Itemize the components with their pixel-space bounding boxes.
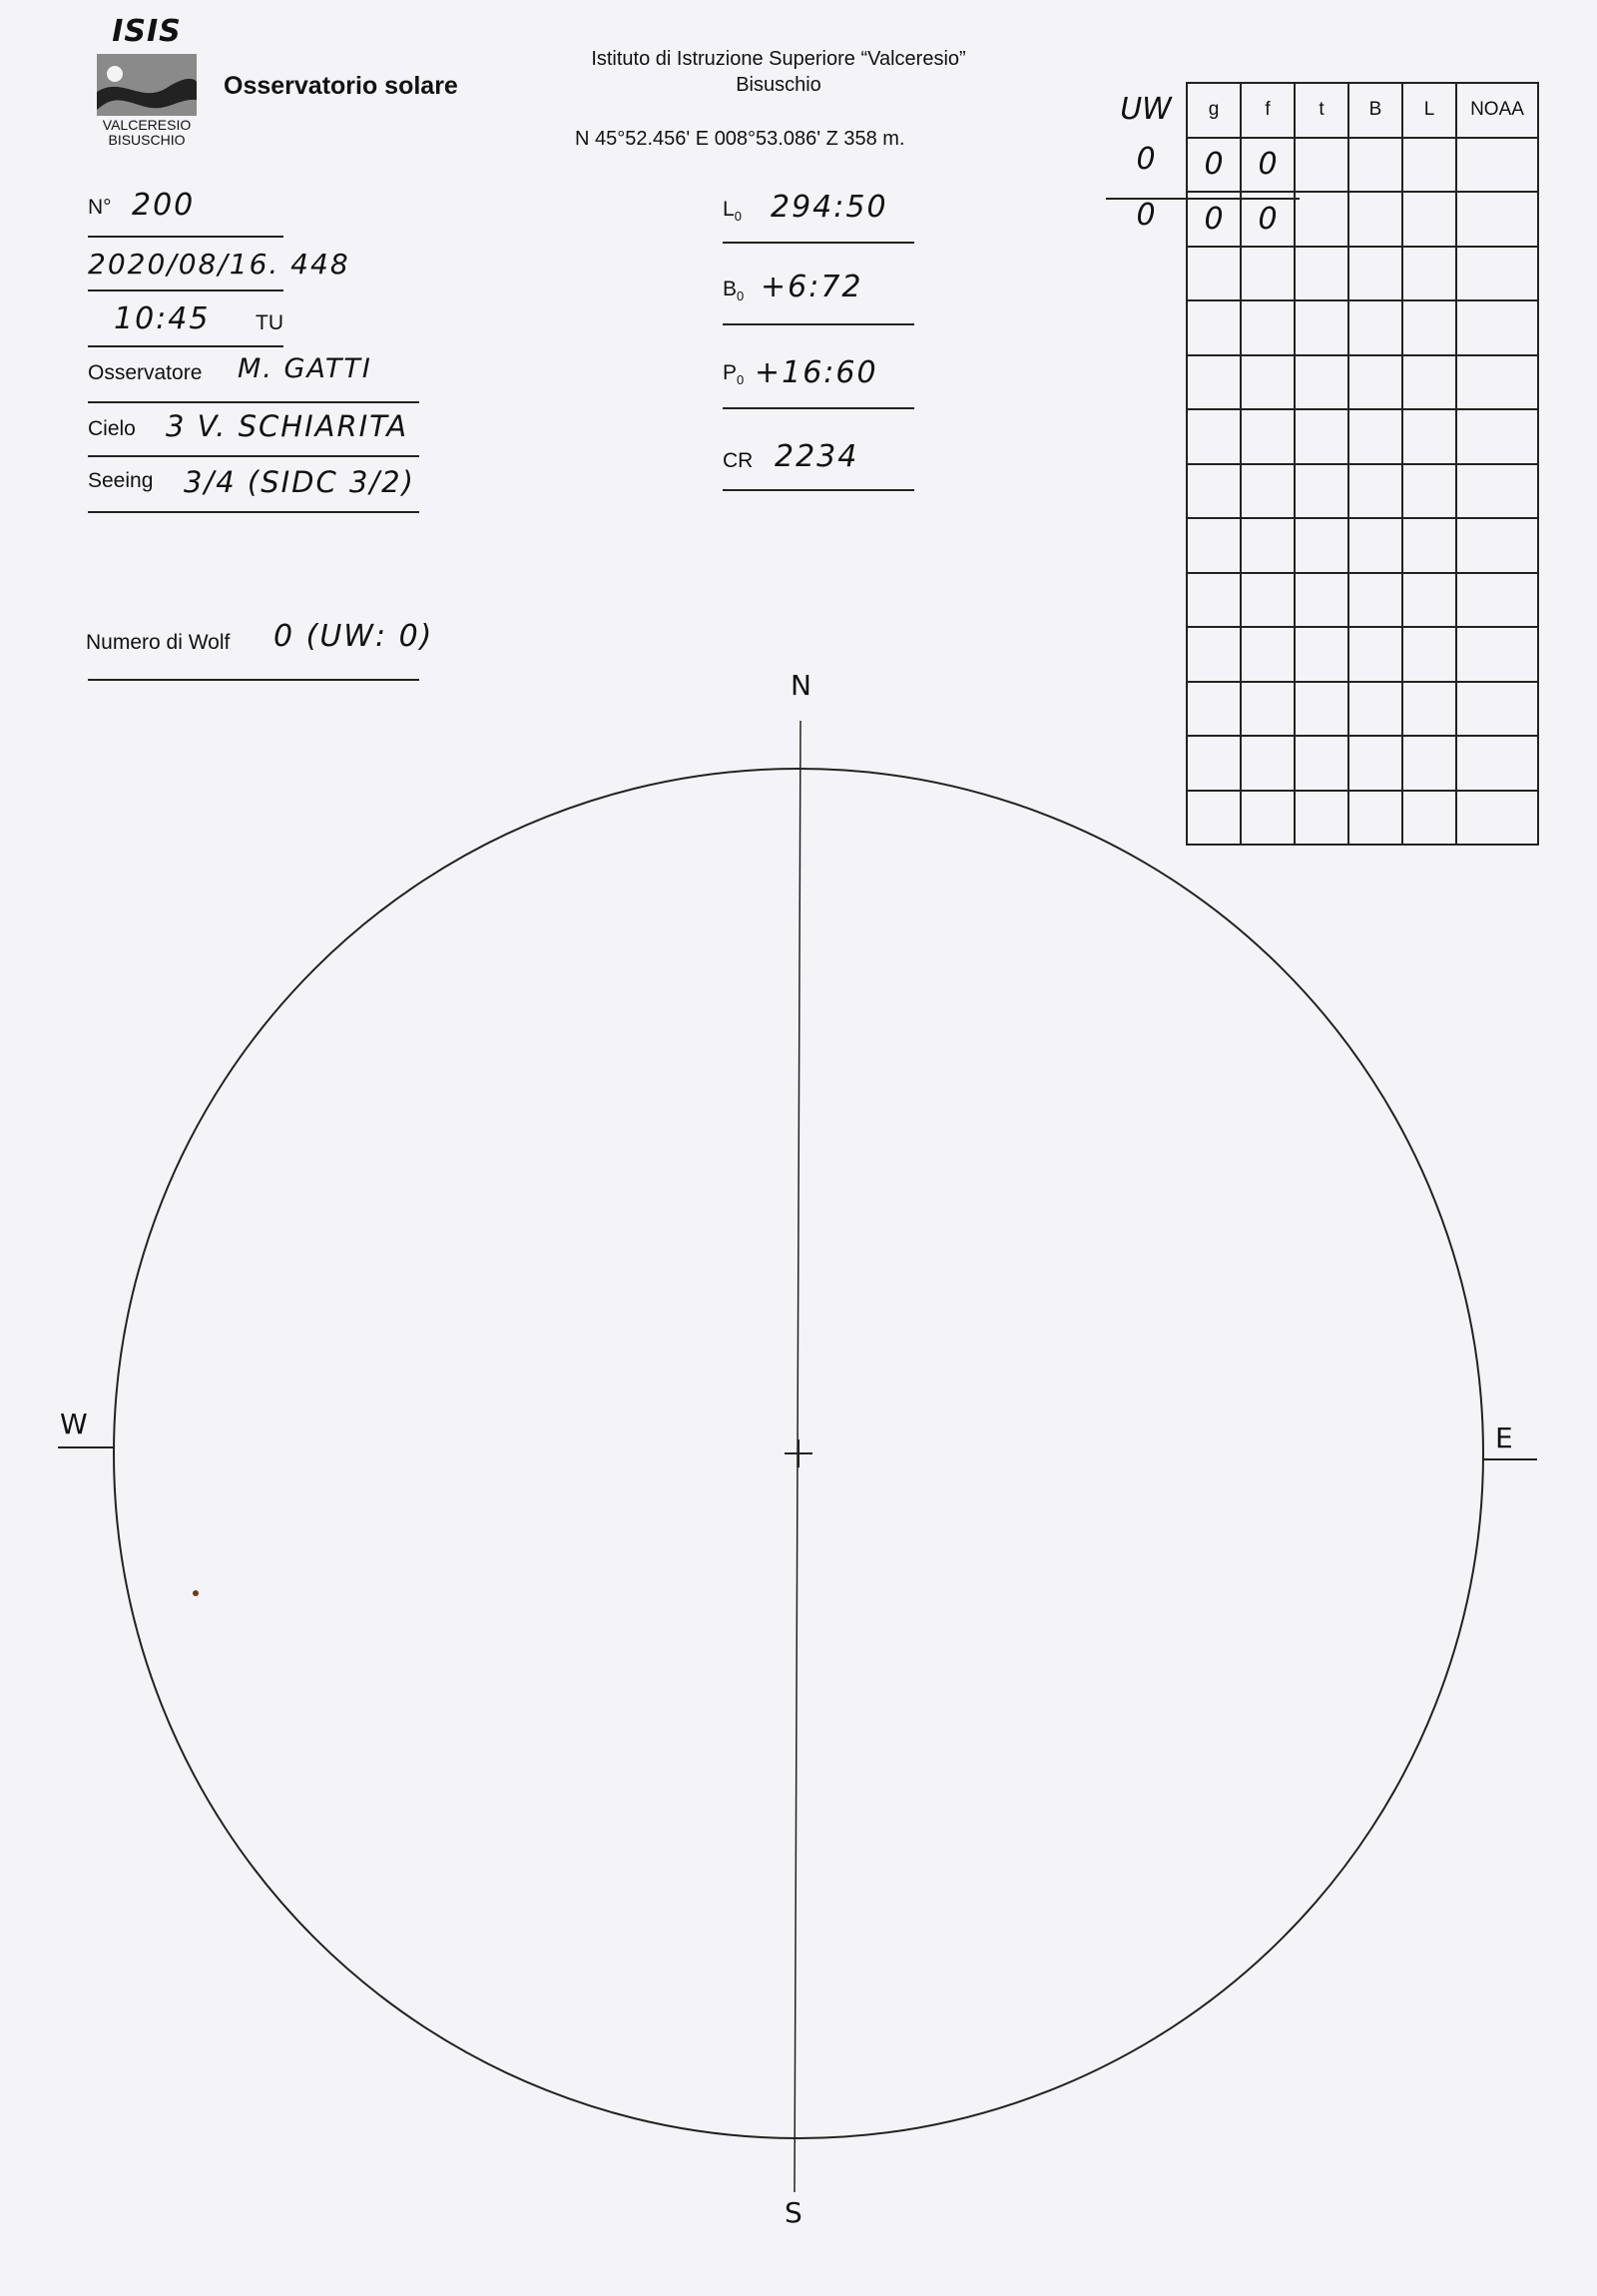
observer-label: Osservatore — [88, 361, 203, 384]
logo-caption-line2: BISUSCHIO — [108, 132, 186, 148]
wolf-label: Numero di Wolf — [86, 631, 231, 654]
seeing-label: Seeing — [88, 469, 154, 492]
observer-value: M. GATTI — [238, 353, 372, 384]
north-label: N — [791, 669, 811, 702]
col-header-f: f — [1241, 83, 1295, 138]
time-unit: TU — [256, 311, 283, 334]
col-header-b: B — [1348, 83, 1402, 138]
cell-value: 0 — [1204, 147, 1224, 183]
l0-value: 294:50 — [771, 190, 888, 225]
cell-value: 0 — [1204, 201, 1224, 237]
east-label: E — [1495, 1422, 1513, 1454]
institute-line2: Bisuschio — [736, 74, 821, 96]
cell-value: 0 — [1258, 201, 1278, 237]
ink-speck — [193, 1590, 199, 1596]
uw-value-1: 0 — [1136, 142, 1156, 177]
col-header-l: L — [1402, 83, 1456, 138]
b0-value: +6:72 — [761, 270, 863, 304]
south-label: S — [785, 2196, 802, 2229]
cell-value: 0 — [1258, 147, 1278, 183]
col-header-noaa: NOAA — [1456, 83, 1538, 138]
p0-value: +16:60 — [755, 355, 878, 390]
logo-caption-line1: VALCERESIO — [102, 117, 192, 133]
p0-label: $P_0$ — [723, 361, 745, 388]
time-value: 10:45 — [114, 301, 211, 336]
uw-header: UW — [1120, 92, 1172, 127]
l0-label: $L_0$ — [723, 198, 742, 225]
sky-label: Cielo — [88, 417, 136, 440]
uw-value-2: 0 — [1136, 198, 1156, 233]
sky-value: 3 V. SCHIARITA — [166, 409, 409, 443]
b0-label: $B_0$ — [723, 278, 745, 304]
col-header-t: t — [1295, 83, 1348, 138]
logo-wordmark: ISIS — [112, 14, 182, 49]
observatory-title: Osservatorio solare — [224, 72, 458, 100]
cr-value: 2234 — [775, 439, 859, 474]
cr-label: CR — [723, 449, 754, 472]
number-label: N° — [88, 196, 112, 219]
seeing-value: 3/4 (SIDC 3/2) — [184, 465, 415, 499]
number-value: 200 — [132, 188, 196, 223]
institute-line1: Istituto di Istruzione Superiore “Valceresio” — [591, 48, 966, 70]
west-label: W — [60, 1408, 88, 1440]
date-value: 2020/08/16. 448 — [88, 248, 350, 281]
col-header-g: g — [1187, 83, 1241, 138]
observatory-coordinates: N 45°52.456' E 008°53.086' Z 358 m. — [575, 128, 905, 150]
wolf-value: 0 (UW: 0) — [273, 619, 434, 654]
